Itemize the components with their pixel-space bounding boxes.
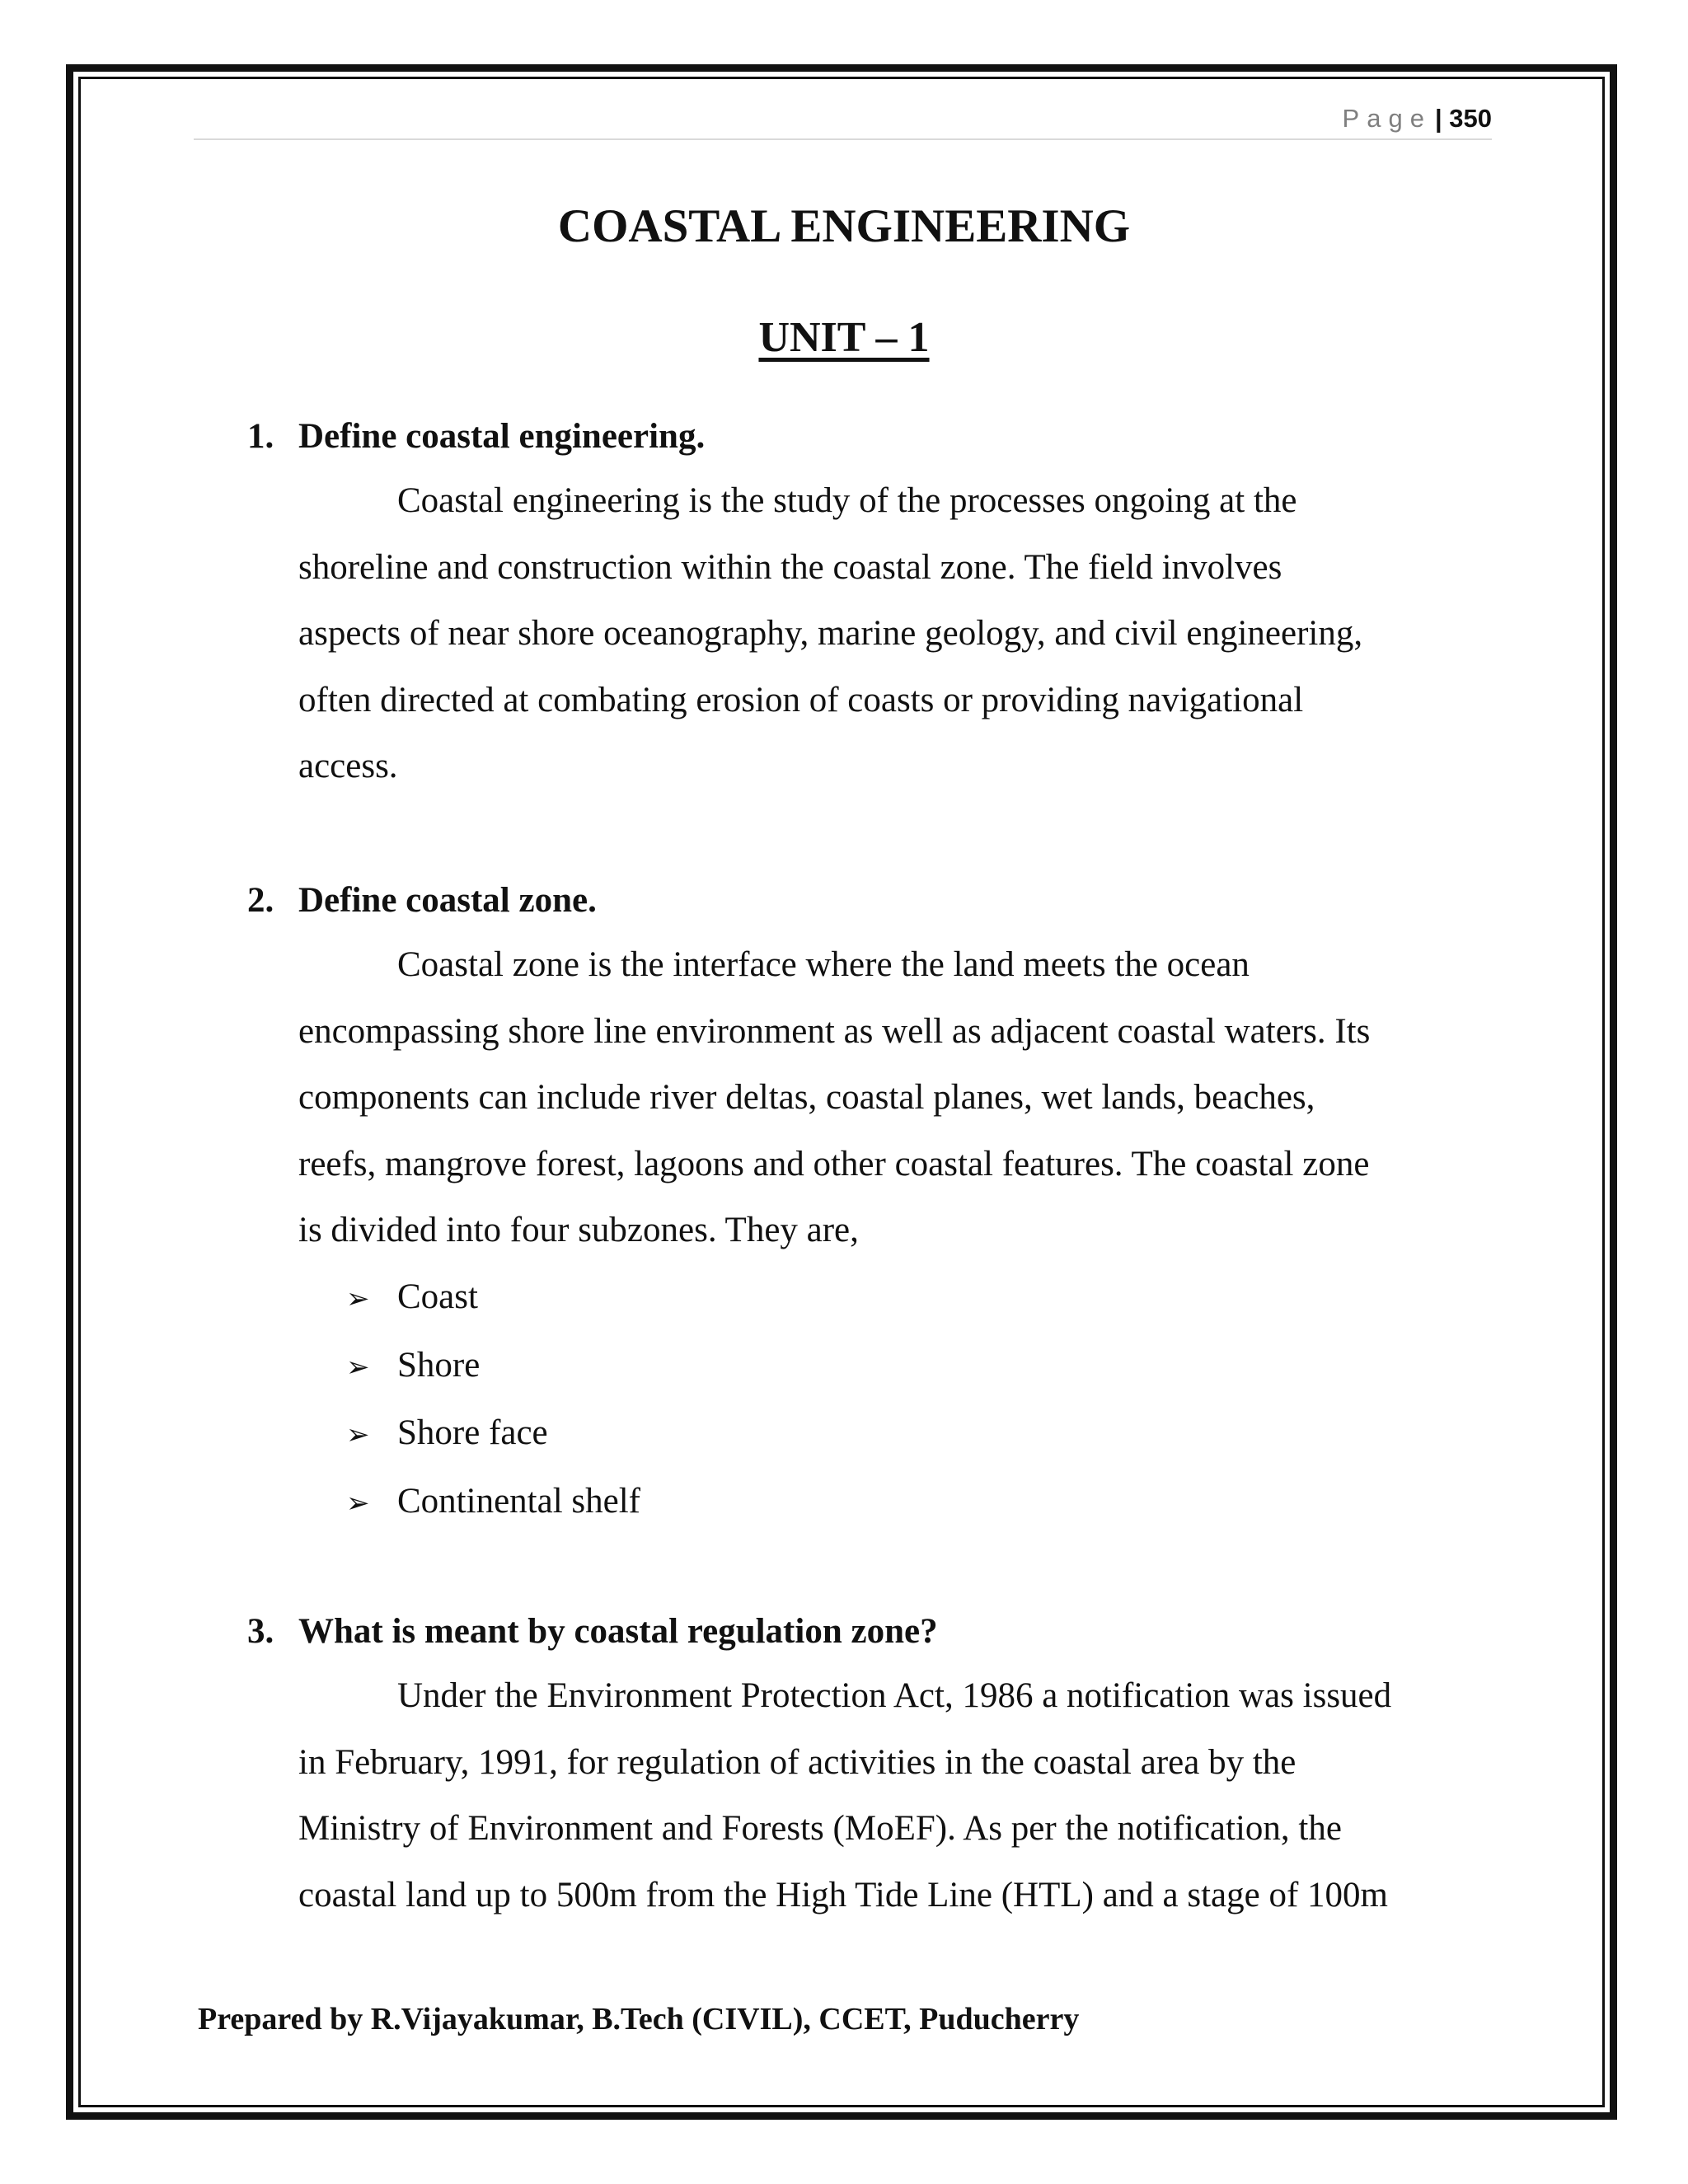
list-item-label: Continental shelf [397, 1481, 640, 1521]
answer-line: aspects of near shore oceanography, marine geology, and civil engineering, [298, 614, 1363, 653]
list-item-label: Coast [397, 1277, 478, 1316]
answer-line: often directed at combating erosion of coasts or providing navigational [298, 680, 1304, 719]
list-item [346, 1333, 640, 1401]
answer-line: access. [298, 747, 398, 785]
answer-line: Coastal zone is the interface where the land meets the ocean [397, 945, 1250, 984]
question-1-answer [298, 468, 1510, 800]
answer-line: Coastal engineering is the study of the processes ongoing at the [397, 481, 1297, 520]
arrow-bullet-icon: ➢ [346, 1486, 370, 1520]
list-item-label: Shore [397, 1345, 481, 1385]
subzone-list [346, 1264, 640, 1536]
list-item [346, 1264, 640, 1333]
answer-line: components can include river deltas, coastal planes, wet lands, beaches, [298, 1078, 1315, 1117]
answer-line: shoreline and construction within the coastal zone. The field involves [298, 547, 1282, 587]
page-header [194, 102, 1492, 140]
question-text: What is meant by coastal regulation zone? [298, 1612, 938, 1651]
question-2-heading [247, 876, 597, 926]
list-item [346, 1400, 640, 1469]
document-title: COASTAL ENGINEERING [557, 200, 1131, 252]
page-number: 350 [1449, 104, 1492, 133]
question-number: 2. [247, 881, 274, 920]
answer-line: is divided into four subzones. They are, [298, 1211, 859, 1249]
arrow-bullet-icon: ➢ [346, 1282, 370, 1315]
question-2-answer [298, 932, 1510, 1264]
question-3-answer [298, 1663, 1510, 1929]
question-number: 1. [247, 417, 274, 456]
list-item-label: Shore face [397, 1413, 548, 1452]
answer-line: Ministry of Environment and Forests (MoEF). As per the notification, the [298, 1809, 1342, 1848]
page-label: Page [1342, 104, 1432, 133]
question-number: 3. [247, 1612, 274, 1651]
answer-line: coastal land up to 500m from the High Tide Line (HTL) and a stage of 100m [298, 1875, 1388, 1915]
arrow-bullet-icon: ➢ [346, 1418, 370, 1451]
answer-line: encompassing shore line environment as well as adjacent coastal waters. Its [298, 1011, 1371, 1051]
question-text: Define coastal engineering. [298, 417, 706, 456]
answer-line: reefs, mangrove forest, lagoons and other coastal features. The coastal zone [298, 1144, 1370, 1183]
page-footer: Prepared by R.Vijayakumar, B.Tech (CIVIL), CCET, Puducherry [198, 2002, 1080, 2036]
question-1-heading [247, 412, 705, 462]
list-item [346, 1469, 640, 1537]
page-separator: | [1434, 104, 1442, 133]
question-text: Define coastal zone. [298, 881, 597, 920]
arrow-bullet-icon: ➢ [346, 1350, 370, 1384]
answer-line: in February, 1991, for regulation of activities in the coastal area by the [298, 1742, 1296, 1782]
unit-title: UNIT – 1 [758, 314, 930, 361]
answer-line: Under the Environment Protection Act, 1986 a notification was issued [397, 1676, 1392, 1715]
question-3-heading [247, 1607, 938, 1657]
